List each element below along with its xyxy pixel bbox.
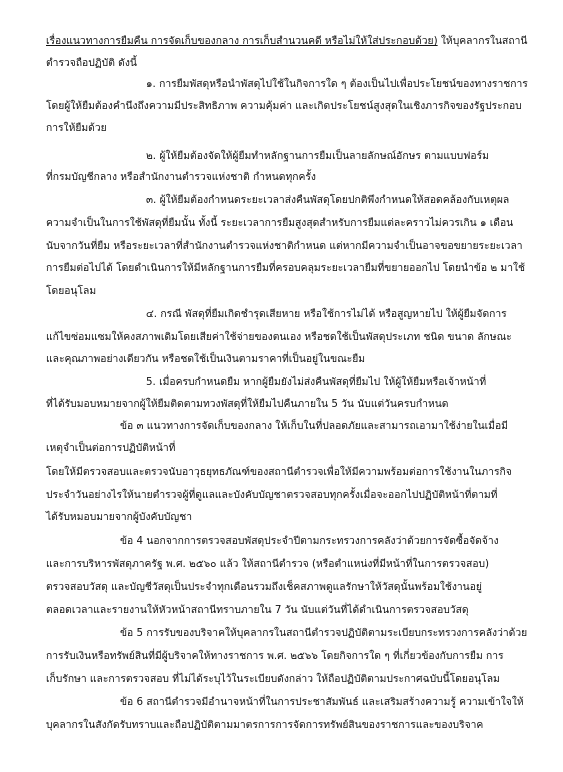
- text-line: ข้อ ๓ แนวทางการจัดเก็บของกลาง ให้เก็บในที่ปลอดภัยและสามารถเอามาใช้ง่ายในเมื่อมี: [120, 420, 508, 432]
- text-line: ตำรวจถือปฏิบัติ ดังนี้: [46, 57, 137, 69]
- text-line: ๓. ผู้ให้ยืมต้องกำหนดระยะเวลาส่งคืนพัสดุโดยปกติพึงกำหนดให้สอดคล้องกับเหตุผล: [146, 194, 510, 206]
- text-line: ความจำเป็นในการใช้พัสดุที่ยืมนั้น ทั้งนี้ ระยะเวลาการยืมสูงสุดสำหรับการยืมแต่ละคราวไม่ควรเกิน ๑ เดือน: [46, 217, 514, 229]
- text-line: ได้รับหมอบมายจากผู้บังคับบัญชา: [46, 511, 192, 523]
- text-line: ประจำวันอย่างไรให้นายตำรวจผู้ที่ดูแลและบังคับบัญชาตรวจสอบทุกครั้งเมื่อจะออกไปปฏิบัติหน้าที่ตามที่: [46, 489, 498, 501]
- text-line: 5. เมื่อครบกำหนดยืม หากผู้ยืมยังไม่ส่งคืนพัสดุที่ยืมไป ให้ผู้ให้ยืมหรือเจ้าหน้าที่: [146, 376, 487, 388]
- text-line: ตลอดเวลาและรายงานให้หัวหน้าสถานีทราบภายใน 7 วัน นับแต่วันที่ได้ดำเนินการตรวจสอบวัสดุ: [46, 604, 469, 616]
- text-line: การรับเงินหรือทรัพย์สินที่มีผู้บริจาคให้ทางราชการ พ.ศ. ๒๕๖๖ โดยกิจการใด ๆ ที่เกี่ยวข้องกับการยืม การ: [46, 650, 504, 662]
- text-line: โดยให้มีตรวจสอบและตรวจนับอาวุธยุทธภัณฑ์ของสถานีตำรวจเพื่อให้มีความพร้อมต่อการใช้งานในภารกิจ: [46, 466, 512, 478]
- text-line: เหตุจำเป็นต่อการปฏิบัติหน้าที่: [46, 442, 176, 454]
- text-line: โดยอนุโลม: [46, 285, 97, 297]
- text-line: ที่ได้รับมอบหมายจากผู้ให้ยืมติดตามทวงพัสดุที่ให้ยืมไปคืนภายใน 5 วัน นับแต่วันครบกำหนด: [46, 398, 449, 410]
- text-line: ข้อ 6 สถานีตำรวจมีอำนาจหน้าที่ในการประชาสัมพันธ์ และเสริมสร้างความรู้ ความเข้าใจให้: [120, 696, 524, 708]
- text-line: โดยผู้ให้ยืมต้องคำนึงถึงความมีประสิทธิภาพ ความคุ้มค่า และเกิดประโยชน์สูงสุดในเชิงภารกิจของรัฐประกอบ: [46, 100, 522, 112]
- text-line: และการบริหารพัสดุภาครัฐ พ.ศ. ๒๕๖๐ แล้ว ให้สถานีตำรวจ (หรือตำแหน่งที่มีหน้าที่ในการตรวจสอบ): [46, 558, 490, 570]
- text-line: บุคลากรในสังกัดรับทราบและถือปฏิบัติตามมาตรการการจัดการทรัพย์สินของราชการและของบริจาค: [46, 719, 484, 731]
- text-line: เก็บรักษา และการตรวจสอบ ที่ไม่ได้ระบุไว้ในระเบียบดังกล่าว ให้ถือปฏิบัติตามประกาศฉบับนี้โดยอนุโลม: [46, 673, 500, 685]
- text-line: ๑. การยืมพัสดุหรือนำพัสดุไปใช้ในกิจการใด ๆ ต้องเป็นไปเพื่อประโยชน์ของทางราชการ: [146, 78, 528, 90]
- text-line: ๔. กรณี พัสดุที่ยืมเกิดชำรุดเสียหาย หรือใช้การไม่ได้ หรือสูญหายไป ให้ผู้ยืมจัดการ: [146, 308, 507, 320]
- text-line: ข้อ 4 นอกจากการตรวจสอบพัสดุประจำปีตามกระทรวงการคลังว่าด้วยการจัดซื้อจัดจ้าง: [120, 535, 499, 547]
- text-line: การให้ยืมด้วย: [46, 122, 107, 134]
- text-line: แก้ไขซ่อมแซมให้คงสภาพเดิมโดยเสียค่าใช้จ่ายของตนเอง หรือชดใช้เป็นพัสดุประเภท ชนิด ขนาด ลักษณะ: [46, 331, 512, 343]
- heading-rest-text: ให้บุคลากรในสถานี: [437, 35, 528, 47]
- heading-underlined-text: เรื่องแนวทางการยืมคืน การจัดเก็บของกลาง การเก็บสำนวนคดี หรือไม่ให้ใส่ประกอบด้วย): [46, 35, 438, 47]
- text-line: ๒. ผู้ให้ยืมต้องจัดให้ผู้ยืมทำหลักฐานการยืมเป็นลายลักษณ์อักษร ตามแบบฟอร์ม: [146, 150, 489, 162]
- text-line: การยืมต่อไปได้ โดยดำเนินการให้มีหลักฐานการยืมที่ครอบคลุมระยะเวลายืมที่ขยายออกไป โดยนำข้อ ๒ มาใช้: [46, 262, 525, 274]
- text-line: ตรวจสอบวัสดุ และบัญชีวัสดุเป็นประจำทุกเดือนรวมถึงเช็คสภาพดูแลรักษาให้วัสดุนั้นพร้อมใช้งานอยู่: [46, 581, 482, 593]
- text-line: และคุณภาพอย่างเดียวกัน หรือชดใช้เป็นเงินตามราคาที่เป็นอยู่ในขณะยืม: [46, 353, 366, 365]
- heading-line: [46, 34, 527, 48]
- text-line: นับจากวันที่ยืม หรือระยะเวลาที่สำนักงานตำรวจแห่งชาติกำหนด แต่หากมีความจำเป็นอาจขอขยายระยะเวลา: [46, 240, 523, 252]
- text-line: ข้อ 5 การรับของบริจาคให้บุคลากรในสถานีตำรวจปฏิบัติตามระเบียบกระทรวงการคลังว่าด้วย: [120, 627, 528, 639]
- text-line: ที่กรมบัญชีกลาง หรือสำนักงานตำรวจแห่งชาติ กำหนดทุกครั้ง: [46, 171, 316, 183]
